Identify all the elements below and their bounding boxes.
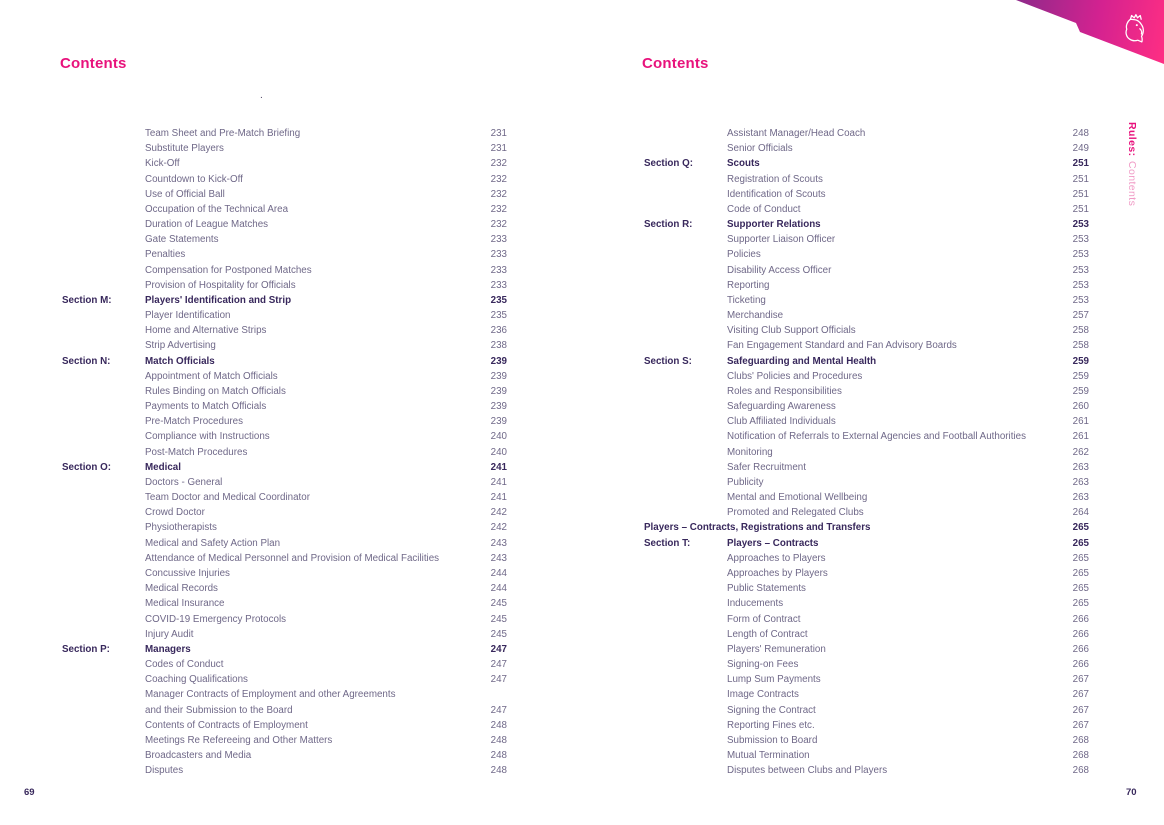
toc-entry-page-number: 239 xyxy=(490,401,507,413)
toc-entry-page-number: 245 xyxy=(490,628,507,640)
toc-entry-title: Countdown to Kick-Off xyxy=(145,173,243,185)
side-tab-contents-label: Contents xyxy=(1126,160,1138,206)
toc-section-row[interactable] xyxy=(62,642,507,657)
toc-entry-page-number: 248 xyxy=(490,750,507,762)
toc-entry-row[interactable] xyxy=(62,566,507,581)
toc-entry-title: Supporter Liaison Officer xyxy=(727,234,836,246)
left-page-number: 69 xyxy=(24,787,35,798)
toc-entry-page-number: 266 xyxy=(1072,659,1089,671)
toc-entry-page-number: 258 xyxy=(1072,340,1089,352)
toc-entry-row[interactable] xyxy=(644,627,1089,642)
toc-entry-row[interactable] xyxy=(62,520,507,535)
toc-entry-title: Mental and Emotional Wellbeing xyxy=(727,492,868,504)
toc-entry-page-number: 251 xyxy=(1072,188,1089,200)
toc-entry-title: Lump Sum Payments xyxy=(727,674,821,686)
toc-entry-row[interactable] xyxy=(62,247,507,262)
toc-entry-page-number: 267 xyxy=(1072,704,1089,716)
toc-entry-page-number: 261 xyxy=(1072,416,1089,428)
toc-entry-title: Submission to Board xyxy=(727,734,818,746)
toc-entry-title: Image Contracts xyxy=(727,689,799,701)
toc-entry-page-number: 232 xyxy=(490,203,507,215)
toc-entry-title: Duration of League Matches xyxy=(145,219,269,231)
toc-entry-page-number: 235 xyxy=(490,310,507,322)
toc-entry-page-number: 251 xyxy=(1072,203,1089,215)
premier-league-lion-icon xyxy=(1121,13,1149,45)
toc-entry-title: Codes of Conduct xyxy=(145,659,224,671)
toc-entry-row[interactable] xyxy=(62,202,507,217)
toc-entry-page-number: 248 xyxy=(490,765,507,777)
toc-entry-title: Players – Contracts, Registrations and Transfers xyxy=(644,522,871,534)
toc-entry-row[interactable] xyxy=(62,687,507,717)
toc-entry-page-number: 242 xyxy=(490,522,507,534)
toc-entry-page-number: 253 xyxy=(1072,249,1089,261)
toc-entry-row[interactable] xyxy=(644,672,1089,687)
toc-entry-page-number: 248 xyxy=(1072,128,1089,139)
toc-entry-title: Identification of Scouts xyxy=(727,188,826,200)
toc-entry-row[interactable] xyxy=(644,763,1089,778)
toc-entry-title: Manager Contracts of Employment and other Agreements and their Submission to the Board xyxy=(145,689,396,716)
toc-entry-page-number: 247 xyxy=(490,643,507,655)
toc-entry-title: Compensation for Postponed Matches xyxy=(145,264,312,276)
toc-entry-title: Form of Contract xyxy=(727,613,801,625)
toc-entry-row[interactable] xyxy=(62,278,507,293)
toc-entry-title: Ticketing xyxy=(727,294,766,306)
toc-entry-title: Safeguarding and Mental Health xyxy=(727,355,877,367)
toc-entry-title: Team Sheet and Pre-Match Briefing xyxy=(145,128,301,139)
toc-entry-row[interactable] xyxy=(62,232,507,247)
toc-entry-page-number: 265 xyxy=(1072,598,1089,610)
toc-entry-page-number: 251 xyxy=(1072,173,1089,185)
toc-entry-row[interactable] xyxy=(644,263,1089,278)
toc-entry-page-number: 231 xyxy=(490,143,507,155)
toc-entry-page-number: 247 xyxy=(490,659,507,671)
toc-entry-page-number: 238 xyxy=(490,340,507,352)
toc-entry-row[interactable] xyxy=(62,172,507,187)
toc-entry-row[interactable] xyxy=(62,384,507,399)
toc-section-row[interactable] xyxy=(644,354,1089,369)
toc-entry-page-number: 259 xyxy=(1072,385,1089,397)
toc-entry-title: Publicity xyxy=(727,476,764,488)
toc-entry-page-number: 258 xyxy=(1072,325,1089,337)
toc-entry-row[interactable] xyxy=(62,536,507,551)
toc-entry-row[interactable] xyxy=(644,581,1089,596)
toc-entry-row[interactable] xyxy=(62,187,507,202)
toc-entry-title: Post-Match Procedures xyxy=(145,446,248,458)
stray-mark: . xyxy=(260,90,263,101)
toc-entry-title: Fan Engagement Standard and Fan Advisory Boards xyxy=(727,340,957,352)
toc-entry-page-number: 235 xyxy=(490,294,507,306)
side-tab xyxy=(1125,122,1139,206)
toc-section-row[interactable] xyxy=(644,217,1089,232)
toc-entry-page-number: 232 xyxy=(490,158,507,170)
toc-entry-page-number: 253 xyxy=(1072,264,1089,276)
toc-entry-page-number: 268 xyxy=(1072,734,1089,746)
toc-entry-page-number: 268 xyxy=(1072,765,1089,777)
toc-entry-title: Coaching Qualifications xyxy=(145,674,248,686)
toc-section-row[interactable] xyxy=(62,460,507,475)
toc-entry-title: Approaches to Players xyxy=(727,552,826,564)
toc-entry-row[interactable] xyxy=(62,551,507,566)
toc-entry-title: Code of Conduct xyxy=(727,203,801,215)
toc-entry-page-number: 239 xyxy=(490,385,507,397)
toc-entry-page-number: 264 xyxy=(1072,507,1089,519)
toc-entry-title: Player Identification xyxy=(145,310,231,322)
toc-entry-row[interactable] xyxy=(644,202,1089,217)
toc-entry-row[interactable] xyxy=(644,657,1089,672)
toc-entry-row[interactable] xyxy=(644,338,1089,353)
toc-entry-title: Public Statements xyxy=(727,583,806,595)
toc-entry-row[interactable] xyxy=(62,308,507,323)
toc-entry-row[interactable] xyxy=(62,156,507,171)
toc-entry-title: Rules Binding on Match Officials xyxy=(145,385,286,397)
toc-entry-row[interactable] xyxy=(62,718,507,733)
toc-entry-page-number: 268 xyxy=(1072,750,1089,762)
toc-entry-title: Physiotherapists xyxy=(145,522,217,534)
toc-entry-row[interactable] xyxy=(62,263,507,278)
toc-entry-page-number: 259 xyxy=(1072,370,1089,382)
toc-entry-page-number: 257 xyxy=(1072,310,1089,322)
toc-entry-page-number: 267 xyxy=(1072,719,1089,731)
toc-entry-title: Home and Alternative Strips xyxy=(145,325,267,337)
toc-entry-page-number: 233 xyxy=(490,234,507,246)
toc-entry-row[interactable] xyxy=(644,384,1089,399)
toc-entry-title: Disability Access Officer xyxy=(727,264,832,276)
toc-entry-title: Merchandise xyxy=(727,310,784,322)
toc-entry-title: Kick-Off xyxy=(145,158,180,170)
toc-entry-row[interactable] xyxy=(62,323,507,338)
toc-section-label: Section R: xyxy=(644,219,693,231)
toc-entry-row[interactable] xyxy=(62,596,507,611)
toc-entry-title: Players' Identification and Strip xyxy=(145,294,292,306)
toc-entry-page-number: 265 xyxy=(1072,522,1089,534)
toc-entry-title: Monitoring xyxy=(727,446,773,458)
right-page-number: 70 xyxy=(1126,787,1137,798)
toc-entry-page-number: 260 xyxy=(1072,401,1089,413)
toc-entry-row[interactable] xyxy=(644,551,1089,566)
toc-entry-title: Reporting Fines etc. xyxy=(727,719,815,731)
toc-entry-row[interactable] xyxy=(644,733,1089,748)
toc-entry-row[interactable] xyxy=(644,247,1089,262)
toc-entry-title: Concussive Injuries xyxy=(145,567,230,579)
left-page-toc xyxy=(62,126,507,778)
toc-entry-title: Notification of Referrals to External Agencies and Football Authorities xyxy=(727,431,1026,443)
toc-entry-page-number: 265 xyxy=(1072,583,1089,595)
toc-entry-title: Safeguarding Awareness xyxy=(727,401,836,413)
toc-entry-title: Signing the Contract xyxy=(727,704,816,716)
toc-entry-title: Gate Statements xyxy=(145,234,219,246)
toc-entry-row[interactable] xyxy=(644,429,1089,444)
toc-section-label: Section P: xyxy=(62,643,110,655)
toc-entry-title: Reporting xyxy=(727,279,770,291)
toc-entry-page-number: 266 xyxy=(1072,613,1089,625)
toc-entry-title: Match Officials xyxy=(145,355,215,367)
toc-section-label: Section S: xyxy=(644,355,692,367)
toc-entry-page-number: 233 xyxy=(490,279,507,291)
toc-entry-page-number: 233 xyxy=(490,249,507,261)
toc-entry-title: COVID-19 Emergency Protocols xyxy=(145,613,287,625)
toc-entry-page-number: 243 xyxy=(490,552,507,564)
toc-entry-title: Senior Officials xyxy=(727,143,793,155)
toc-entry-title: Players – Contracts xyxy=(727,537,819,549)
toc-entry-title: Players' Remuneration xyxy=(727,643,826,655)
toc-entry-row[interactable] xyxy=(62,141,507,156)
toc-entry-row[interactable] xyxy=(644,490,1089,505)
toc-entry-page-number: 241 xyxy=(490,476,507,488)
toc-entry-page-number: 261 xyxy=(1072,431,1089,443)
toc-entry-row[interactable] xyxy=(644,232,1089,247)
toc-entry-title: Scouts xyxy=(727,158,760,170)
toc-entry-row[interactable] xyxy=(62,672,507,687)
toc-entry-page-number: 251 xyxy=(1072,158,1089,170)
toc-entry-title: Mutual Termination xyxy=(727,750,810,762)
toc-entry-page-number: 240 xyxy=(490,446,507,458)
toc-entry-page-number: 253 xyxy=(1072,279,1089,291)
toc-section-row[interactable] xyxy=(62,293,507,308)
toc-entry-row[interactable] xyxy=(62,581,507,596)
toc-entry-row[interactable] xyxy=(644,445,1089,460)
toc-entry-row[interactable] xyxy=(644,369,1089,384)
left-page-title: Contents xyxy=(60,55,127,72)
toc-entry-title: Strip Advertising xyxy=(145,340,216,352)
toc-entry-page-number: 232 xyxy=(490,188,507,200)
toc-entry-row[interactable] xyxy=(644,399,1089,414)
toc-section-row[interactable] xyxy=(62,354,507,369)
toc-entry-page-number: 240 xyxy=(490,431,507,443)
toc-entry-page-number: 253 xyxy=(1072,294,1089,306)
toc-entry-row[interactable] xyxy=(644,703,1089,718)
toc-entry-title: Contents of Contracts of Employment xyxy=(145,719,308,731)
toc-entry-title: Policies xyxy=(727,249,761,261)
toc-entry-row[interactable] xyxy=(644,505,1089,520)
toc-entry-row[interactable] xyxy=(62,369,507,384)
toc-entry-row[interactable] xyxy=(62,612,507,627)
toc-section-label: Section O: xyxy=(62,461,111,473)
toc-entry-page-number: 248 xyxy=(490,719,507,731)
toc-entry-title: Payments to Match Officials xyxy=(145,401,267,413)
toc-entry-title: Compliance with Instructions xyxy=(145,431,270,443)
toc-entry-row[interactable] xyxy=(62,490,507,505)
toc-entry-title: Disputes xyxy=(145,765,184,777)
toc-entry-title: Disputes between Clubs and Players xyxy=(727,765,888,777)
toc-entry-page-number: 239 xyxy=(490,416,507,428)
toc-part-heading-row[interactable] xyxy=(644,520,1089,535)
toc-entry-page-number: 243 xyxy=(490,537,507,549)
toc-entry-page-number: 232 xyxy=(490,219,507,231)
toc-entry-row[interactable] xyxy=(62,505,507,520)
toc-entry-row[interactable] xyxy=(644,596,1089,611)
toc-entry-page-number: 244 xyxy=(490,583,507,595)
toc-entry-row[interactable] xyxy=(644,308,1089,323)
toc-entry-title: Inducements xyxy=(727,598,784,610)
toc-entry-page-number: 239 xyxy=(490,370,507,382)
toc-entry-page-number: 266 xyxy=(1072,628,1089,640)
toc-entry-page-number: 263 xyxy=(1072,476,1089,488)
toc-entry-title: Approaches by Players xyxy=(727,567,828,579)
toc-entry-page-number: 263 xyxy=(1072,461,1089,473)
toc-entry-row[interactable] xyxy=(644,748,1089,763)
toc-entry-title: Club Affiliated Individuals xyxy=(727,416,836,428)
toc-entry-title: Medical Records xyxy=(145,583,218,595)
toc-entry-row[interactable] xyxy=(62,733,507,748)
toc-entry-page-number: 241 xyxy=(490,492,507,504)
toc-entry-page-number: 245 xyxy=(490,613,507,625)
toc-entry-title: Medical and Safety Action Plan xyxy=(145,537,281,549)
toc-entry-page-number: 236 xyxy=(490,325,507,337)
toc-entry-row[interactable] xyxy=(644,278,1089,293)
toc-entry-title: Appointment of Match Officials xyxy=(145,370,278,382)
toc-entry-title: Assistant Manager/Head Coach xyxy=(727,128,866,139)
toc-entry-row[interactable] xyxy=(644,687,1089,702)
toc-entry-title: Doctors - General xyxy=(145,476,223,488)
toc-entry-title: Substitute Players xyxy=(145,143,224,155)
toc-entry-row[interactable] xyxy=(62,627,507,642)
toc-entry-row[interactable] xyxy=(62,126,507,141)
toc-entry-row[interactable] xyxy=(644,460,1089,475)
toc-entry-page-number: 245 xyxy=(490,598,507,610)
toc-entry-page-number: 241 xyxy=(490,461,507,473)
toc-entry-row[interactable] xyxy=(644,642,1089,657)
toc-entry-title: Promoted and Relegated Clubs xyxy=(727,507,864,519)
toc-entry-title: Pre-Match Procedures xyxy=(145,416,244,428)
toc-entry-page-number: 259 xyxy=(1072,355,1089,367)
toc-entry-title: Penalties xyxy=(145,249,186,261)
toc-entry-row[interactable] xyxy=(644,612,1089,627)
toc-entry-page-number: 267 xyxy=(1072,689,1089,701)
toc-entry-page-number: 248 xyxy=(490,734,507,746)
toc-entry-title: Medical Insurance xyxy=(145,598,225,610)
toc-section-label: Section Q: xyxy=(644,158,693,170)
toc-entry-title: Managers xyxy=(145,643,191,655)
toc-entry-title: Roles and Responsibilities xyxy=(727,385,842,397)
toc-entry-page-number: 239 xyxy=(490,355,507,367)
toc-entry-title: Medical xyxy=(145,461,181,473)
toc-entry-page-number: 253 xyxy=(1072,219,1089,231)
toc-entry-row[interactable] xyxy=(644,718,1089,733)
toc-entry-page-number: 247 xyxy=(490,674,507,686)
toc-entry-row[interactable] xyxy=(62,429,507,444)
toc-entry-row[interactable] xyxy=(62,748,507,763)
toc-entry-title: Provision of Hospitality for Officials xyxy=(145,279,296,291)
toc-entry-title: Length of Contract xyxy=(727,628,808,640)
toc-entry-title: Broadcasters and Media xyxy=(145,750,252,762)
toc-entry-page-number: 263 xyxy=(1072,492,1089,504)
toc-entry-row[interactable] xyxy=(62,338,507,353)
toc-entry-row[interactable] xyxy=(644,414,1089,429)
toc-section-label: Section T: xyxy=(644,537,691,549)
toc-entry-row[interactable] xyxy=(62,217,507,232)
toc-entry-page-number: 265 xyxy=(1072,567,1089,579)
toc-entry-row[interactable] xyxy=(62,414,507,429)
toc-entry-page-number: 242 xyxy=(490,507,507,519)
toc-entry-title: Attendance of Medical Personnel and Provision of Medical Facilities xyxy=(145,552,440,564)
toc-entry-title: Injury Audit xyxy=(145,628,194,640)
toc-entry-page-number: 231 xyxy=(490,128,507,139)
toc-entry-row[interactable] xyxy=(644,126,1089,141)
toc-section-row[interactable] xyxy=(644,156,1089,171)
toc-entry-page-number: 266 xyxy=(1072,643,1089,655)
toc-entry-page-number: 249 xyxy=(1072,143,1089,155)
toc-entry-row[interactable] xyxy=(644,323,1089,338)
right-page-toc xyxy=(644,126,1089,778)
toc-entry-row[interactable] xyxy=(62,657,507,672)
right-page-title: Contents xyxy=(642,55,709,72)
toc-entry-row[interactable] xyxy=(62,445,507,460)
toc-entry-page-number: 262 xyxy=(1072,446,1089,458)
toc-entry-title: Visiting Club Support Officials xyxy=(727,325,856,337)
toc-entry-page-number: 244 xyxy=(490,567,507,579)
toc-entry-title: Meetings Re Refereeing and Other Matters xyxy=(145,734,333,746)
toc-entry-row[interactable] xyxy=(644,475,1089,490)
toc-entry-row[interactable] xyxy=(644,172,1089,187)
toc-entry-row[interactable] xyxy=(644,566,1089,581)
toc-entry-title: Supporter Relations xyxy=(727,219,821,231)
toc-entry-page-number: 232 xyxy=(490,173,507,185)
toc-entry-row[interactable] xyxy=(644,293,1089,308)
toc-entry-title: Use of Official Ball xyxy=(145,188,225,200)
side-tab-rules-label: Rules: xyxy=(1126,122,1138,157)
toc-entry-title: Occupation of the Technical Area xyxy=(145,203,289,215)
toc-entry-page-number: 265 xyxy=(1072,552,1089,564)
toc-entry-title: Signing-on Fees xyxy=(727,659,799,671)
toc-entry-title: Team Doctor and Medical Coordinator xyxy=(145,492,310,504)
toc-entry-page-number: 267 xyxy=(1072,674,1089,686)
toc-entry-title: Clubs' Policies and Procedures xyxy=(727,370,863,382)
toc-section-label: Section M: xyxy=(62,294,112,306)
toc-entry-title: Registration of Scouts xyxy=(727,173,823,185)
toc-entry-page-number: 247 xyxy=(490,704,507,716)
toc-entry-title: Crowd Doctor xyxy=(145,507,205,519)
toc-section-row[interactable] xyxy=(644,536,1089,551)
toc-entry-row[interactable] xyxy=(62,475,507,490)
toc-entry-page-number: 253 xyxy=(1072,234,1089,246)
toc-entry-row[interactable] xyxy=(644,187,1089,202)
toc-section-label: Section N: xyxy=(62,355,111,367)
toc-entry-row[interactable] xyxy=(62,763,507,778)
toc-entry-page-number: 233 xyxy=(490,264,507,276)
toc-entry-title: Safer Recruitment xyxy=(727,461,806,473)
toc-entry-page-number: 265 xyxy=(1072,537,1089,549)
toc-entry-row[interactable] xyxy=(62,399,507,414)
toc-entry-row[interactable] xyxy=(644,141,1089,156)
